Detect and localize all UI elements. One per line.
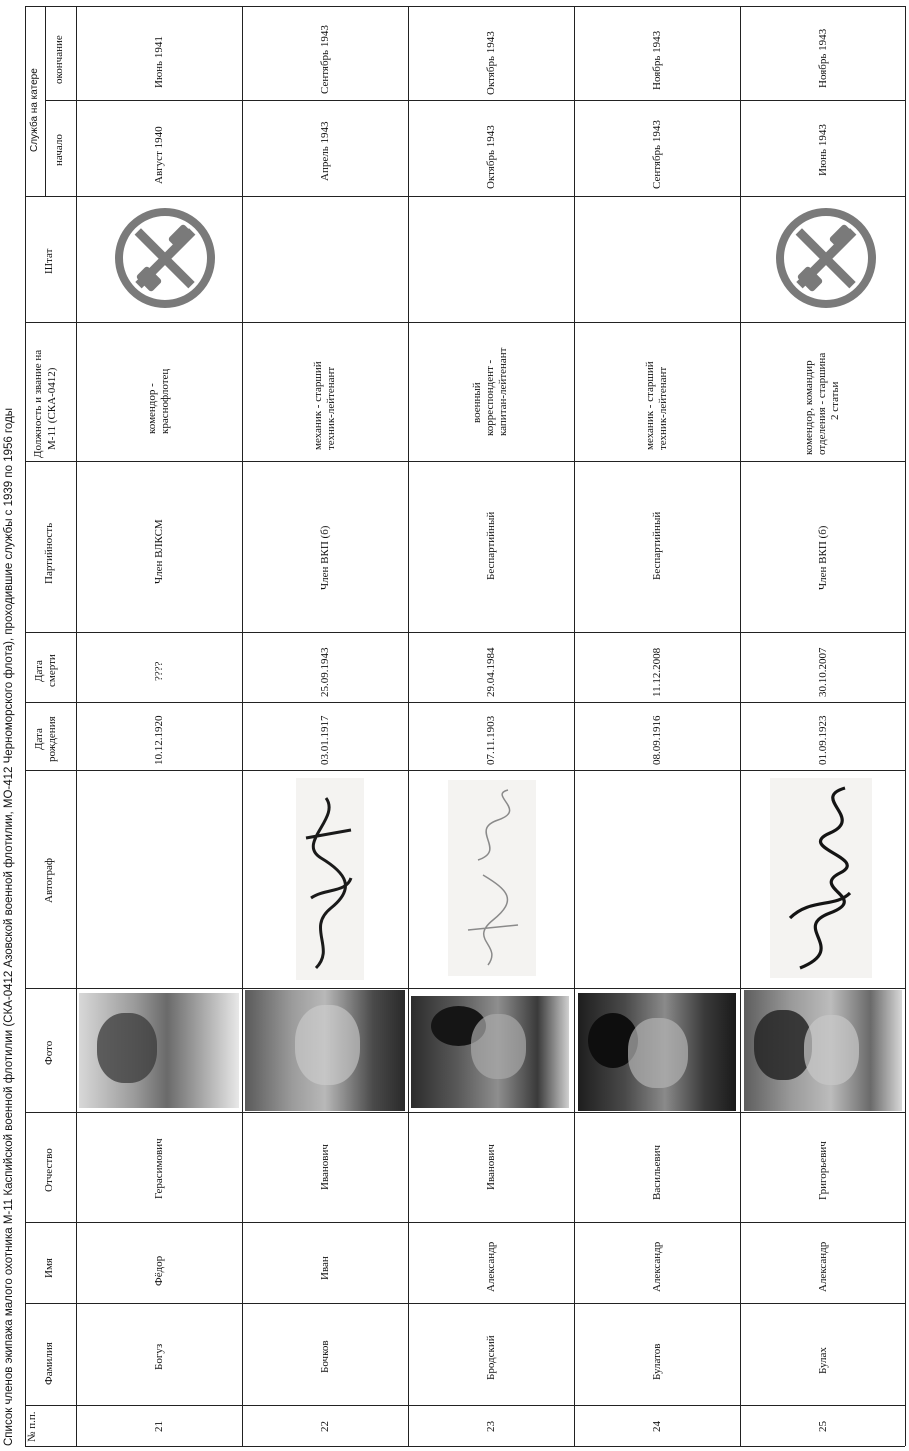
cell-party: Член ВКП (б) [817,525,829,590]
cell-party: Беспартийный [485,511,497,580]
cell-position-line2: отделения - старшина [816,352,828,455]
artillery-emblem-icon [774,206,878,315]
cell-num: 23 [485,1421,497,1432]
table-caption: Список членов экипажа малого охотника М-11 Каспийской военной флотилии (СКА-0412 Азовской военной флотилии, МО-412 Черноморского флота), проходившие службы с 1939 по 1956 годы [3,407,15,1446]
cell-death: 25.09.1943 [319,647,331,697]
cell-position-line1: механик - старший [644,361,656,450]
cell-position-line1: военный [471,382,483,423]
artillery-emblem-icon [113,206,217,315]
cell-name: Иван [319,1256,331,1280]
header-photo: Фото [43,1040,55,1065]
cell-position-line2: техник-лейтенант [325,366,337,450]
cell-birth: 10.12.1920 [153,715,165,765]
cell-patronymic: Григорьевич [817,1141,829,1200]
cell-name: Александр [817,1241,829,1292]
cell-party: Член ВКП (б) [319,525,331,590]
header-service-end: окончание [53,35,65,84]
cell-service-start: Октябрь 1943 [485,125,497,189]
header-surname: Фамилия [43,1342,55,1385]
cell-surname: Булатов [651,1343,663,1380]
cell-death: 29.04.1984 [485,647,497,697]
cell-service-end: Июнь 1941 [153,36,165,88]
cell-num: 24 [651,1421,663,1432]
cell-birth: 03.01.1917 [319,715,331,765]
cell-num: 25 [817,1421,829,1432]
cell-service-end: Ноябрь 1943 [651,30,663,90]
cell-position-line2: краснофлотец [159,368,171,434]
header-birth-line2: рождения [46,716,58,762]
crew-photo [79,993,239,1108]
cell-death: 11.12.2008 [651,647,663,697]
cell-num: 21 [153,1421,165,1432]
cell-birth: 08.09.1916 [651,715,663,765]
cell-party: Беспартийный [651,511,663,580]
cell-death: ???? [153,661,165,681]
cell-position-line2: техник-лейтенант [657,366,669,450]
header-patronymic: Отчество [43,1148,55,1192]
cell-position-line1: комендор, командир [803,360,815,455]
cell-patronymic: Иванович [485,1144,497,1190]
cell-service-start: Август 1940 [153,126,165,184]
autograph-signature [296,778,364,980]
cell-surname: Бочков [319,1340,331,1373]
cell-service-start: Июнь 1943 [817,124,829,176]
header-autograph: Автограф [43,857,55,903]
cell-patronymic: Иванович [319,1144,331,1190]
autograph-signature [448,780,536,976]
crew-photo [411,996,569,1108]
header-birth-line1: Дата [33,728,45,750]
cell-service-end: Сентябрь 1943 [319,25,331,94]
header-num: № п.п. [26,1411,38,1442]
crew-photo [578,993,736,1111]
cell-num: 22 [319,1421,331,1432]
header-service: Служба на катере [29,68,40,152]
cell-surname: Бродский [485,1335,497,1380]
cell-birth: 07.11.1903 [485,715,497,765]
cell-position-line1: механик - старший [312,361,324,450]
header-position-line2: М-11 (СКА-0412) [46,367,58,450]
header-service-start: начало [53,134,65,166]
cell-birth: 01.09.1923 [817,715,829,765]
cell-surname: Булах [817,1347,829,1374]
cell-position-line1: комендор - [146,383,158,434]
cell-name: Александр [651,1241,663,1292]
cell-patronymic: Герасимович [153,1138,165,1199]
crew-photo [245,990,405,1111]
header-name: Имя [43,1258,55,1278]
cell-party: Член ВЛКСМ [153,519,165,584]
cell-service-end: Октябрь 1943 [485,31,497,95]
cell-patronymic: Васильевич [651,1145,663,1200]
header-death-line2: смерти [46,654,58,687]
cell-position-line3: 2 статьи [829,381,841,420]
header-death-line1: Дата [33,660,45,682]
cell-surname: Богуз [153,1343,165,1370]
cell-service-start: Сентябрь 1943 [651,120,663,189]
autograph-signature [770,778,872,978]
header-position-line1: Должность и звание на [32,349,44,458]
cell-service-end: Ноябрь 1943 [817,28,829,88]
cell-death: 30.10.2007 [817,647,829,697]
crew-photo [744,990,902,1111]
header-party: Партийность [43,522,55,584]
cell-name: Александр [485,1241,497,1292]
cell-name: Фёдор [153,1255,165,1286]
cell-service-start: Апрель 1943 [319,121,331,181]
cell-position-line3: капитан-лейтенант [497,347,509,436]
cell-position-line2: корреспондент - [484,359,496,436]
header-staff: Штат [43,248,55,274]
